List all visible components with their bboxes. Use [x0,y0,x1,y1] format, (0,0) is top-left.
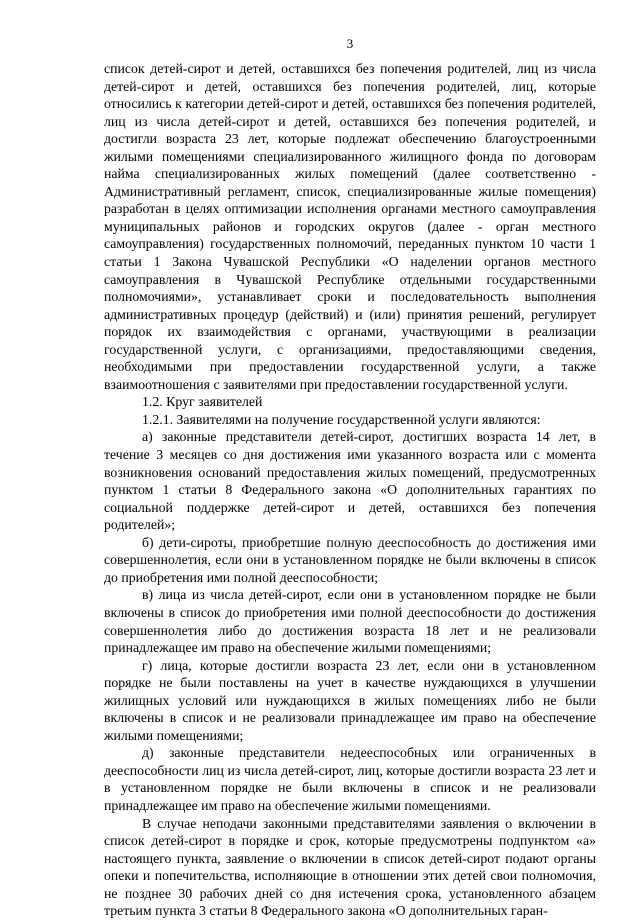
list-item-g: г) лица, которые достигли возраста 23 лет, если они в установленном порядке не были поставлены на учет в качестве нуждающихся в улучшении жилищных условий или нуждающихся в жилых помещениях либо не были включены в список и не реализовали принадлежащее им право на обеспечение жилыми помещениями; [104,657,596,743]
list-item-a: а) законные представители детей-сирот, достигших возраста 14 лет, в течение 3 месяцев со дня достижения ими указанного возраста или с момента возникновения оснований предоставления жилых помещений, предусмотренных пунктом 1 статьи 8 Федерального закона «О дополнительных гарантиях по социальной поддержке детей-сирот и детей, оставшихся без попечения родителей»; [104,429,596,533]
section-heading-applicants: 1.2. Круг заявителей [142,394,263,410]
list-item-d: д) законные представители недееспособных или ограниченных в дееспособности лиц из числа детей-сирот, лиц, которые достигли возраста 23 лет и в установленном порядке не были включены в список и не реализовали принадлежащее им право на обеспечение жилыми помещениями. [104,745,596,813]
intro-paragraph: список детей-сирот и детей, оставшихся без попечения родителей, лиц из числа детей-сирот и детей, оставшихся без попечения родителей, лиц, которые относились к категории детей-сирот и детей, оставшихся без попечения родителей, лиц из числа детей-сирот и детей, оставшихся без попечения родителей, и достигли возраста 23 лет, которые подлежат обеспечению благоустроенными жилыми помещениями специализированного жилищного фонда по договорам найма специализированных жилых помещений (далее соответственно - Административный регламент, список, специализированные жилые помещения) разработан в целях оптимизации исполнения органами местного самоуправления муниципальных районов и городских округов (далее - орган местного самоуправления) государственных полномочий, переданных пунктом 10 части 1 статьи 1 Закона Чувашской Республики «О наделении органов местного самоуправления в Чувашской Республике отдельными государственными полномочиями», устанавливает сроки и последовательность выполнения административных процедур (действий) и (или) принятия решений, регулирует порядок их взаимодействия с органами, участвующими в реализации государственной услуги, с организациями, предоставляющими сведения, необходимыми при предоставлении государственной услуги, а также взаимоотношения с заявителями при предоставлении государственной услуги. [104,61,596,392]
list-item-v: в) лица из числа детей-сирот, если они в установленном порядке не были включены в список до приобретения ими полной дееспособности до достижения совершеннолетия либо до достижения возраста 18 лет и не реализовали принадлежащее им право на обеспечение жилыми помещениями; [104,587,596,656]
page-number: 3 [346,36,354,51]
list-item-b: б) дети-сироты, приобретшие полную дееспособность до достижения ими совершеннолетия, если они в установленном порядке не были включены в список до приобретения ими полной дееспособности; [104,534,596,585]
clause-1-2-1: 1.2.1. Заявителями на получение государственной услуги являются: [142,411,541,427]
document-page [104,36,596,920]
closing-paragraph: В случае неподачи законными представителями заявления о включении в список детей-сирот в порядке и срок, которые предусмотрены подпунктом «а» настоящего пункта, заявление о включении в список детей-сирот подают органы опеки и попечительства, исполняющие в отношении этих детей свои полномочия, не позднее 30 рабочих дней со дня истечения срока, установленного абзацем третьим пункта 3 статьи 8 Федерального закона «О дополнительных гаран- [104,815,596,919]
